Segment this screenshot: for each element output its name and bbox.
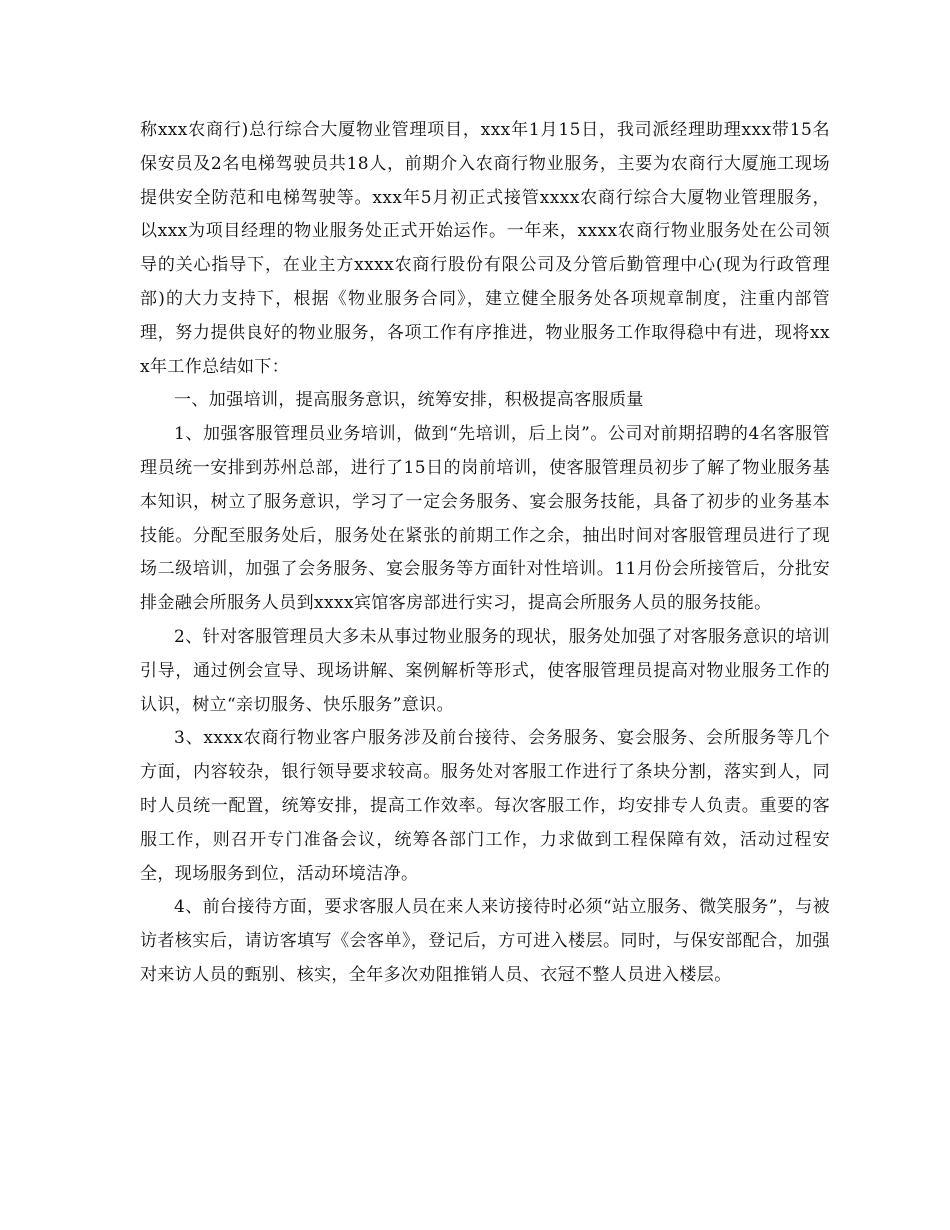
- paragraph-intro: 称xxx农商行)总行综合大厦物业管理项目，xxx年1月15日，我司派经理助理xxx带15名保安员及2名电梯驾驶员共18人，前期介入农商行物业服务，主要为农商行大厦施工现场提供安全防范和电梯驾驶等。xxx年5月初正式接管xxxx农商行综合大厦物业管理服务，以xxx为项目经理的物业服务处正式开始运作。一年来，xxxx农商行物业服务处在公司领导的关心指导下，在业主方xxxx农商行股份有限公司及分管后勤管理中心(现为行政管理部)的大力支持下，根据《物业服务合同》，建立健全服务处各项规章制度，注重内部管理，努力提供良好的物业服务，各项工作有序推进，物业服务工作取得稳中有进，现将xxx年工作总结如下：: [140, 120, 830, 377]
- paragraph-item-1: 1、加强客服管理员业务培训，做到“先培训，后上岗”。公司对前期招聘的4名客服管理员统一安排到苏州总部，进行了15日的岗前培训，使客服管理员初步了解了物业服务基本知识，树立了服务意识，学习了一定会务服务、宴会服务技能，具备了初步的业务基本技能。分配至服务处后，服务处在紧张的前期工作之余，抽出时间对客服管理员进行了现场二级培训，加强了会务服务、宴会服务等方面针对性培训。11月份会所接管后，分批安排金融会所服务人员到xxxx宾馆客房部进行实习，提高会所服务人员的服务技能。: [140, 424, 830, 614]
- section-heading: 一、加强培训，提高服务意识，统筹安排，积极提高客服质量: [174, 390, 644, 411]
- paragraph-item-4: 4、前台接待方面，要求客服人员在来人来访接待时必须“站立服务、微笑服务”，与被访者核实后，请访客填写《会客单》，登记后，方可进入楼层。同时，与保安部配合，加强对来访人员的甄别、核实，全年多次劝阻推销人员、衣冠不整人员进入楼层。: [140, 897, 830, 985]
- paragraph-item-2: 2、针对客服管理员大多未从事过物业服务的现状，服务处加强了对客服务意识的培训引导，通过例会宣导、现场讲解、案例解析等形式，使客服管理员提高对物业服务工作的认识，树立“亲切服务、快乐服务”意识。: [140, 626, 830, 715]
- document-body: [140, 114, 830, 993]
- paragraph-item-3: 3、xxxx农商行物业客户服务涉及前台接待、会务服务、宴会服务、会所服务等几个方面，内容较杂，银行领导要求较高。服务处对客服工作进行了条块分割，落实到人，同时人员统一配置，统筹安排，提高工作效率。每次客服工作，均安排专人负责。重要的客服工作，则召开专门准备会议，统筹各部门工作，力求做到工程保障有效，活动过程安全，现场服务到位，活动环境洁净。: [140, 728, 830, 884]
